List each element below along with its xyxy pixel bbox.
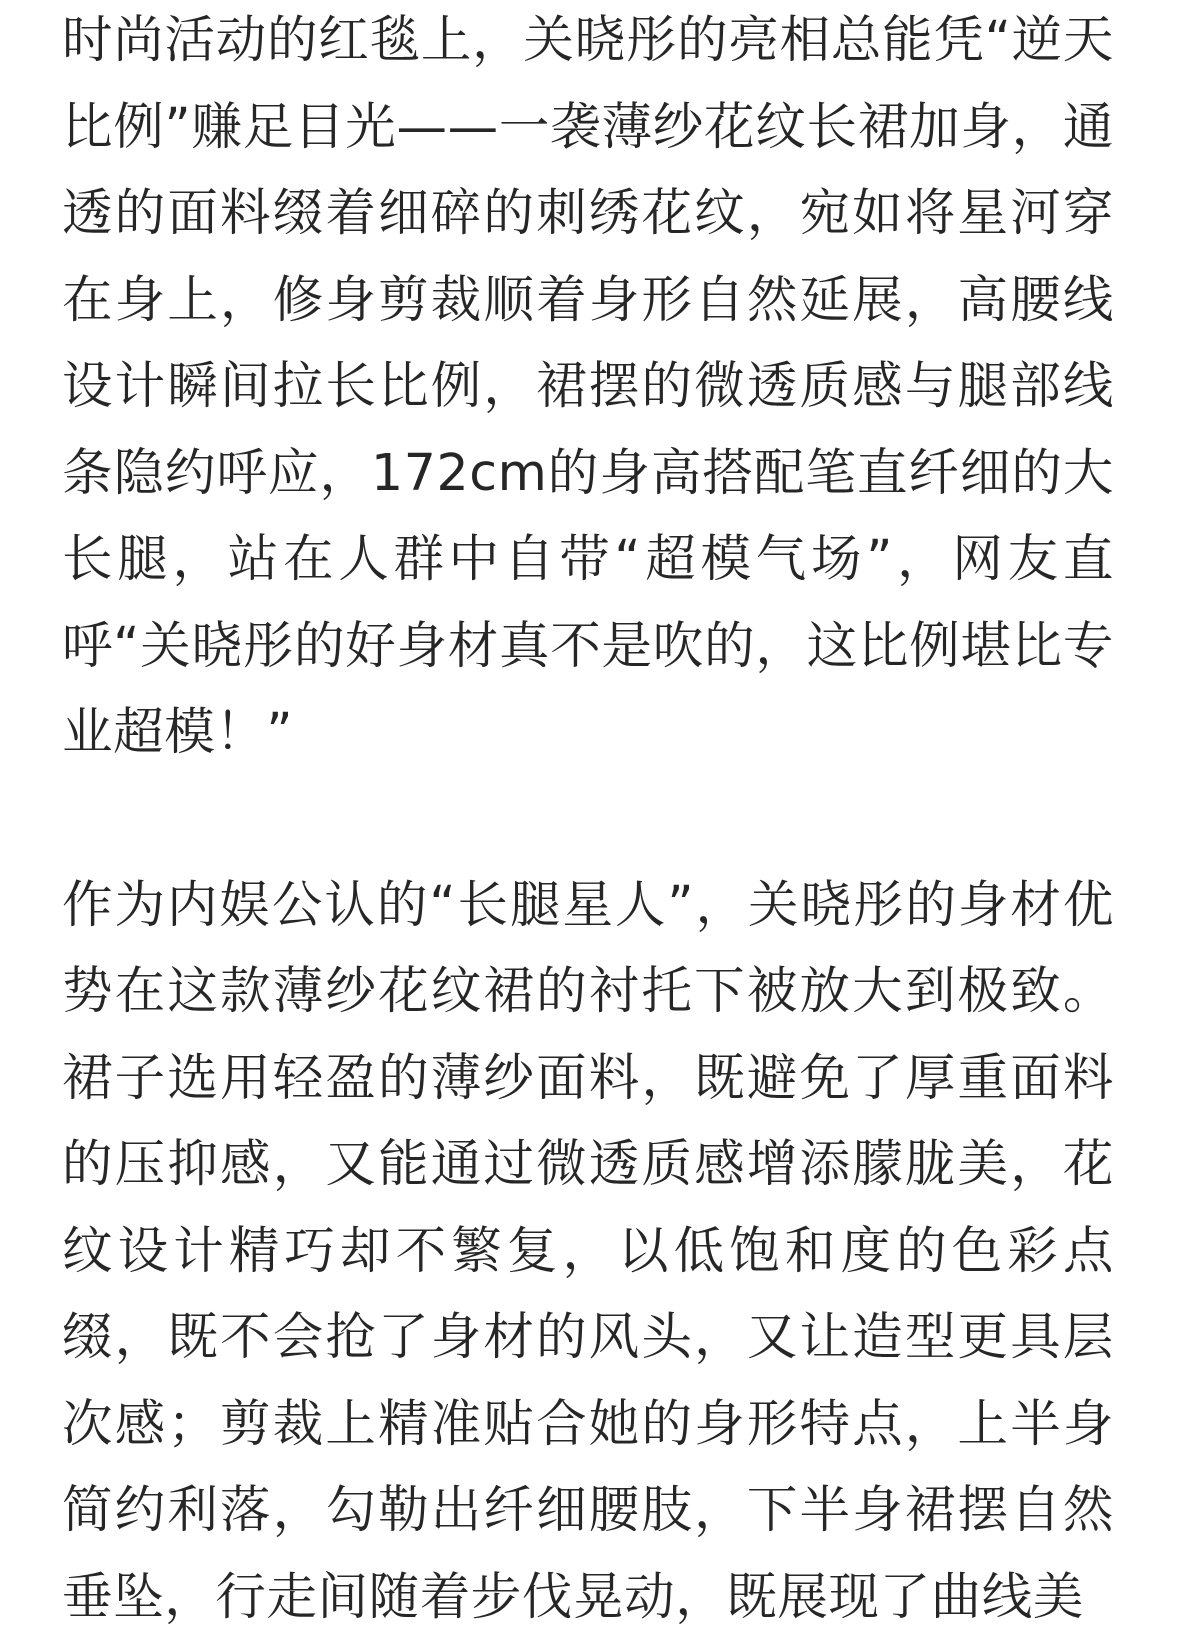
article-body — [62, 0, 1114, 1640]
article-paragraph-1: 时尚活动的红毯上，关晓彤的亮相总能凭“逆天比例”赚足目光——一袭薄纱花纹长裙加身，通透的面料缀着细碎的刺绣花纹，宛如将星河穿在身上，修身剪裁顺着身形自然延展，高腰线设计瞬间拉长比例，裙摆的微透质感与腿部线条隐约呼应，172cm的身高搭配笔直纤细的大长腿，站在人群中自带“超模气场”，网友直呼“关晓彤的好身材真不是吹的，这比例堪比专业超模！” — [62, 0, 1114, 776]
article-paragraph-2: 作为内娱公认的“长腿星人”，关晓彤的身材优势在这款薄纱花纹裙的衬托下被放大到极致。裙子选用轻盈的薄纱面料，既避免了厚重面料的压抑感，又能通过微透质感增添朦胧美，花纹设计精巧却不繁复，以低饱和度的色彩点缀，既不会抢了身材的风头，又让造型更具层次感；剪裁上精准贴合她的身形特点，上半身简约利落，勾勒出纤细腰肢，下半身裙摆自然垂坠，行走间随着步伐晃动，既展现了曲线美 — [62, 862, 1114, 1640]
